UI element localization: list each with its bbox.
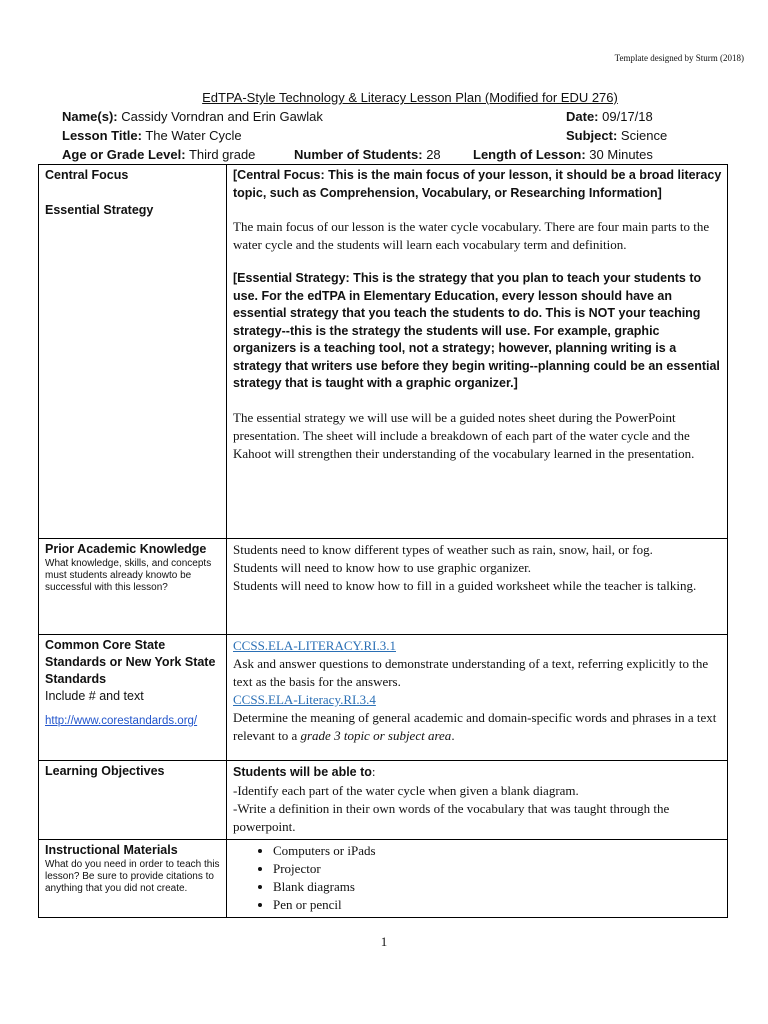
standard-2-text-a: Determine the meaning of general academic and domain-specific words and phrases in a text relevant to a [233,710,717,743]
standards-label-cell [39,635,227,761]
length-value: 30 Minutes [589,147,653,162]
prior-knowledge-line: Students will need to know how to use graphic organizer. [233,560,531,575]
list-item: • Pen or pencil [273,896,722,914]
learning-objectives-label: Learning Objectives [45,764,165,778]
standard-1-text: Ask and answer questions to demonstrate understanding of a text, referring explicitly to the text as the basis for the answers. [233,656,709,689]
standard-2-text-italic: grade 3 topic or subject area [300,728,452,743]
instructional-materials-sub: What do you need in order to teach this lesson? Be sure to provide citations to anything that you did not create. [45,858,220,894]
materials-list [233,842,722,915]
page-number: 1 [380,934,388,949]
objective-item: -Write a definition in their own words of the vocabulary that was taught through the powerpoint. [233,800,670,834]
standard-2-link[interactable]: CCSS.ELA-Literacy.RI.3.4 [233,692,376,707]
prior-knowledge-sub: What knowledge, skills, and concepts must students already knowto be successful with this lesson? [45,558,212,593]
essential-strategy-label: Essential Strategy [45,203,154,217]
lesson-title-row [62,128,242,143]
date-value: 09/17/18 [602,109,653,124]
objectives-intro-colon: : [371,764,376,779]
essential-strategy-answer: The essential strategy we will use will be a guided notes sheet during the PowerPoint presentation. The sheet will include a breakdown of each part of the water cycle and the Kahoot will strengthen their understanding of the vocabulary learned in the presentation. [233,409,695,461]
standard-2-text-end: . [451,728,455,743]
template-credit: Template designed by Sturm (2018) [614,53,744,63]
central-focus-prompt: [Central Focus: This is the main focus of your lesson, it should be a broad literacy topic, such as Comprehension, Vocabulary, or Researching Information] [233,168,722,200]
prior-knowledge-content-cell [227,539,728,635]
names-value: Cassidy Vorndran and Erin Gawlak [121,109,323,124]
prior-knowledge-label-cell [39,539,227,635]
students-row [294,147,441,162]
length-row [473,147,653,162]
learning-objectives-content-cell [227,761,728,840]
lesson-title-label: Lesson Title: [62,128,142,143]
standard-2-text [233,709,722,745]
standard-1-link[interactable]: CCSS.ELA-LITERACY.RI.3.1 [233,638,396,653]
learning-objectives-label-cell [39,761,227,840]
date-label: Date: [566,109,599,124]
central-focus-answer: The main focus of our lesson is the water cycle vocabulary. There are four main parts to the water cycle and the students will learn each vocabulary term and definition. [233,219,710,252]
students-label: Number of Students: [294,147,423,162]
subject-label: Subject: [566,128,618,143]
essential-strategy-prompt: [Essential Strategy: This is the strategy that you plan to teach your students to use. For the edTPA in Elementary Education, every lesson should have an essential strategy that you teach the students to do. This is NOT your teaching strategy--this is the strategy the students will use. For example, graphic organizers is a teaching tool, not a strategy; however, planning writing is a strategy that writers use before they begin writing--planning could be an essential strategy that is taught with a graphic organizer.] [233,271,720,390]
standards-row [39,635,728,761]
central-focus-content-cell [227,165,728,539]
instructional-materials-row [39,839,728,918]
list-item: • Computers or iPads [273,842,722,860]
length-label: Length of Lesson: [473,147,586,162]
standards-content-cell [227,635,728,761]
grade-value: Third grade [188,147,256,162]
list-item: • Blank diagrams [273,878,722,896]
objective-item: -Identify each part of the water cycle when given a blank diagram. [233,782,579,798]
lesson-plan-table [38,164,728,918]
objectives-intro: Students will be able to [233,765,372,779]
central-focus-label: Central Focus [45,168,129,182]
grade-row [62,147,255,162]
instructional-materials-label: Instructional Materials [45,842,178,857]
prior-knowledge-line: Students need to know different types of weather such as rain, snow, hail, or fog. [233,542,653,557]
names-row [62,109,323,124]
page-title: EdTPA-Style Technology & Literacy Lesson Plan (Modified for EDU 276) [202,90,618,105]
names-label: Name(s): [62,109,118,124]
grade-label: Age or Grade Level: [62,147,186,162]
subject-row [566,128,667,143]
standards-sub: Include # and text [45,689,144,703]
corestandards-link[interactable]: http://www.corestandards.org/ [45,715,198,727]
list-item: • Projector [273,860,722,878]
lesson-title-value: The Water Cycle [145,128,242,143]
central-focus-row [39,165,728,539]
instructional-materials-label-cell [39,839,227,918]
prior-knowledge-row [39,539,728,635]
prior-knowledge-label: Prior Academic Knowledge [45,542,207,556]
central-focus-label-cell [39,165,227,539]
students-value: 28 [426,147,441,162]
date-row [566,109,653,124]
prior-knowledge-line: Students will need to know how to fill in a guided worksheet while the teacher is talking. [233,578,697,593]
learning-objectives-row [39,761,728,840]
standards-label: Common Core State Standards or New York State Standards [45,638,216,686]
instructional-materials-content-cell [227,839,728,918]
subject-value: Science [620,128,668,143]
